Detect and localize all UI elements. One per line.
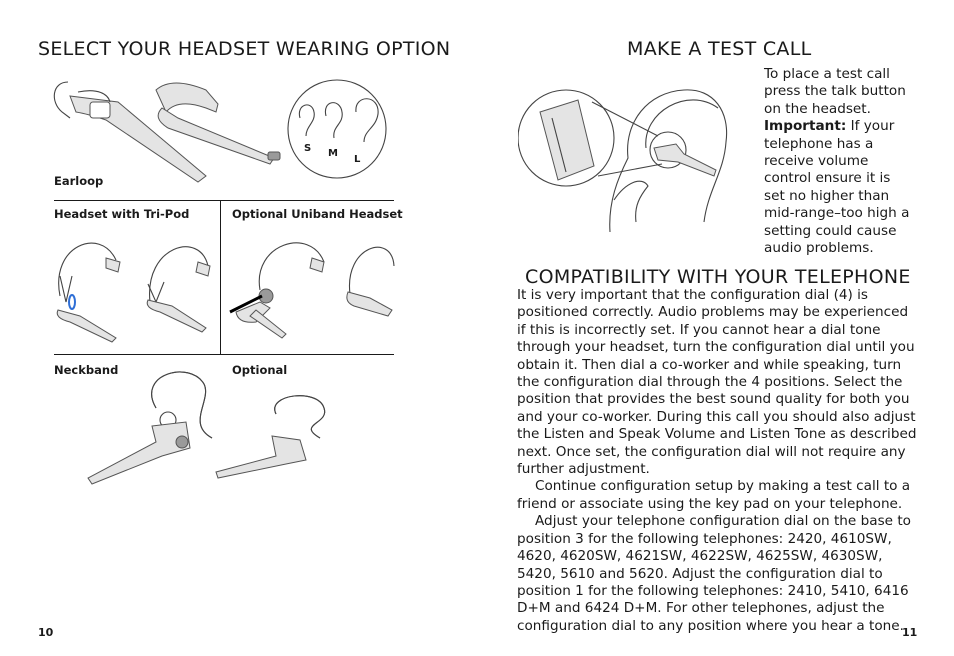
- left-page-number: 10: [38, 626, 54, 639]
- test-call-text-2: If your telephone has a receive volume control ensure it is set no higher than mid-range–too high a setting could cause audio problems.: [764, 118, 910, 257]
- neckband-headset-illustration: [86, 364, 386, 486]
- compatibility-paragraph-2: Continue configuration setup by making a test call to a friend or associate using the key pad on your telephone.: [517, 478, 911, 512]
- earloop-headset-illustration: [48, 72, 298, 184]
- tripod-label: Headset with Tri-Pod: [54, 207, 190, 221]
- divider-horizontal-top: [54, 200, 394, 201]
- test-call-illustration: [518, 82, 758, 242]
- size-label-m: M: [328, 148, 338, 159]
- optional-label: Optional: [232, 363, 288, 377]
- test-call-instructions: [764, 66, 914, 257]
- earloop-label: Earloop: [54, 174, 104, 188]
- test-call-text-1: To place a test call press the talk button on the headset.: [764, 66, 906, 117]
- compatibility-paragraph-3: Adjust your telephone configuration dial on the base to position 3 for the following telephones: 2420, 4610SW, 4620, 4620SW, 4621SW, 4622SW, 4625SW, 4630SW, 5420, 5610 and 5620. Adjust the configuration dial to position 1 for the following telephones: 2410, 5410, 6416 D+M and 6424 D+M. For other telephones, adjust the configuration dial to any position where you hear a tone.: [517, 513, 911, 634]
- right-page-number: 11: [902, 626, 918, 639]
- divider-horizontal-bottom: [54, 354, 394, 355]
- important-label: Important:: [764, 118, 847, 135]
- neckband-label: Neckband: [54, 363, 119, 377]
- test-call-title: MAKE A TEST CALL: [627, 38, 812, 60]
- compatibility-body: [517, 287, 917, 635]
- tripod-headset-illustration: [40, 226, 220, 346]
- uniband-headset-illustration: [226, 226, 396, 346]
- uniband-label: Optional Uniband Headset: [232, 207, 403, 221]
- size-label-l: L: [354, 154, 361, 165]
- compatibility-paragraph-1: It is very important that the configuration dial (4) is positioned correctly. Audio problems may be experienced if this is incorrectly set. If you cannot hear a dial tone through your headset, turn the configuration dial until you obtain it. Then dial a co-worker and while speaking, turn the configuration dial through the 4 positions. Select the position that provides the best sound quality for both you and your co-worker. During this call you should also adjust the Listen and Speak Volume and Listen Tone as described next. Once set, the configuration dial will not require any further adjustment.: [517, 287, 917, 478]
- size-label-s: S: [304, 143, 312, 154]
- earloop-sizes-circle: [286, 78, 388, 180]
- divider-vertical: [220, 200, 221, 354]
- compatibility-title: COMPATIBILITY WITH YOUR TELEPHONE: [525, 266, 911, 288]
- left-page-title: SELECT YOUR HEADSET WEARING OPTION: [38, 38, 451, 60]
